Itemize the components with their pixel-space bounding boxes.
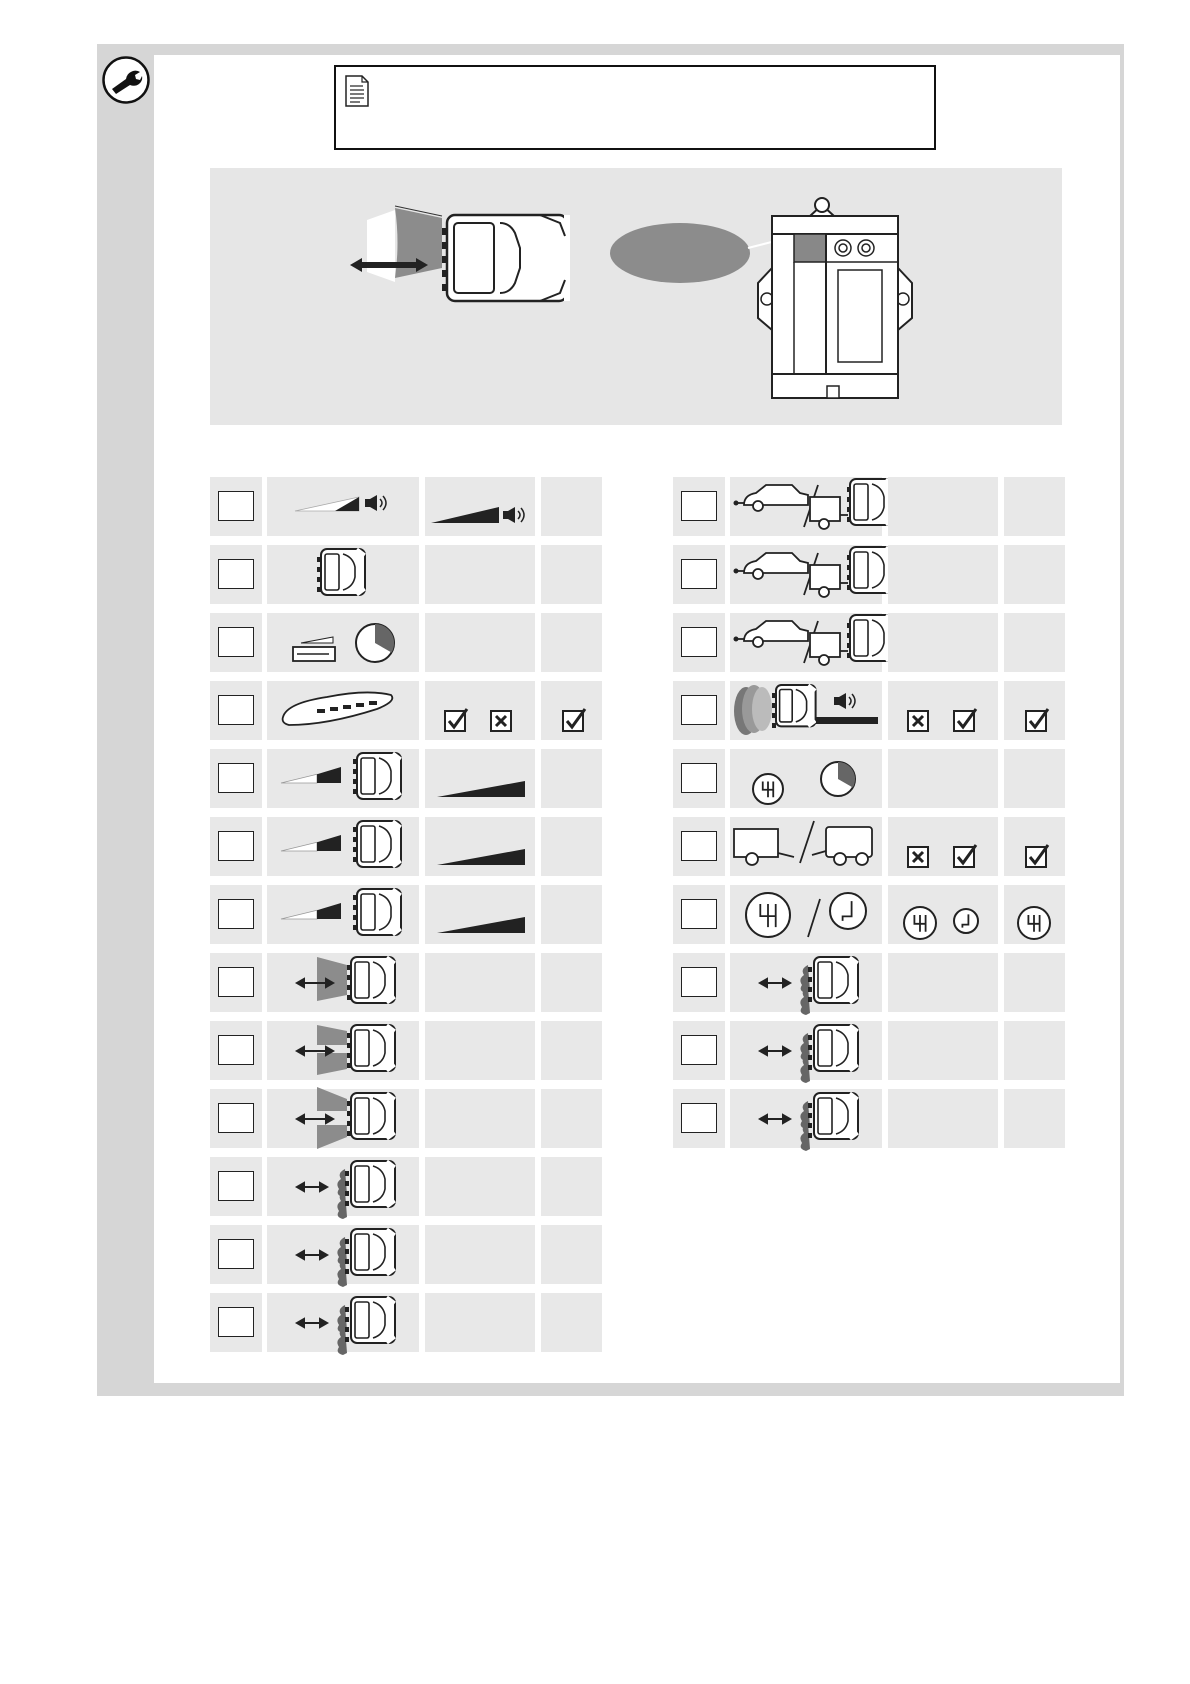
row-number-cell xyxy=(210,1021,262,1080)
gear-reverse-icon xyxy=(730,885,882,944)
bumper-sensors-icon xyxy=(267,681,419,740)
row-number-cell xyxy=(210,1157,262,1216)
sensor-distance-icon xyxy=(730,953,882,1012)
default-value-cell xyxy=(541,1157,602,1216)
note-box xyxy=(334,65,936,150)
row-number-cell xyxy=(673,817,725,876)
document-icon xyxy=(344,75,370,107)
default-value-cell xyxy=(1004,1089,1065,1148)
trailer-detection-icon xyxy=(730,817,882,876)
default-value-cell xyxy=(541,613,602,672)
row-number-cell xyxy=(210,953,262,1012)
setting-number-box[interactable] xyxy=(218,627,254,657)
setting-values-cell xyxy=(888,613,998,672)
rear-detection-zone-illustration xyxy=(350,206,567,301)
setting-values-cell xyxy=(425,681,535,740)
setting-number-box[interactable] xyxy=(218,831,254,861)
tow-bar-car-trailer-icon xyxy=(730,545,882,604)
row-number-cell xyxy=(673,545,725,604)
setting-number-box[interactable] xyxy=(218,695,254,725)
setting-number-box[interactable] xyxy=(218,1035,254,1065)
setting-number-box[interactable] xyxy=(681,967,717,997)
setting-values-cell xyxy=(888,477,998,536)
row-number-cell xyxy=(210,1293,262,1352)
setting-number-box[interactable] xyxy=(681,695,717,725)
row-number-cell xyxy=(210,681,262,740)
row-number-cell xyxy=(673,749,725,808)
setting-values-cell xyxy=(888,1021,998,1080)
row-number-cell xyxy=(673,1021,725,1080)
default-value-cell xyxy=(1004,953,1065,1012)
setting-values-cell xyxy=(425,1089,535,1148)
default-value-cell xyxy=(541,885,602,944)
setting-values-cell xyxy=(425,953,535,1012)
setting-values-cell xyxy=(425,885,535,944)
setting-number-box[interactable] xyxy=(218,1239,254,1269)
setting-number-box[interactable] xyxy=(681,559,717,589)
setting-values-cell xyxy=(888,817,998,876)
default-value-cell xyxy=(1004,545,1065,604)
default-value-cell xyxy=(1004,885,1065,944)
setting-number-box[interactable] xyxy=(681,1103,717,1133)
sensitivity-ramp-car-icon xyxy=(267,885,419,944)
tow-bar-car-trailer-icon xyxy=(730,613,882,672)
volume-ramp-speaker-icon xyxy=(267,477,419,536)
setting-values-cell xyxy=(425,477,535,536)
setting-values-cell xyxy=(888,885,998,944)
row-number-cell xyxy=(210,1089,262,1148)
setting-values-cell xyxy=(425,1157,535,1216)
default-value-cell xyxy=(541,1225,602,1284)
sensor-distance-icon xyxy=(267,1157,419,1216)
setting-number-box[interactable] xyxy=(681,831,717,861)
default-value-cell xyxy=(1004,681,1065,740)
setting-number-box[interactable] xyxy=(218,559,254,589)
tow-bar-car-trailer-icon xyxy=(730,477,882,536)
row-number-cell xyxy=(210,1225,262,1284)
setting-values-cell xyxy=(888,953,998,1012)
sensor-distance-icon xyxy=(730,1089,882,1148)
sensitivity-ramp-car-icon xyxy=(267,749,419,808)
setting-number-box[interactable] xyxy=(218,763,254,793)
setting-number-box[interactable] xyxy=(218,491,254,521)
car-rear-sensors-icon xyxy=(267,545,419,604)
setting-values-cell xyxy=(888,545,998,604)
row-number-cell xyxy=(210,545,262,604)
setting-number-box[interactable] xyxy=(218,1103,254,1133)
setting-values-cell xyxy=(425,1225,535,1284)
row-number-cell xyxy=(673,477,725,536)
sensitivity-ramp-car-icon xyxy=(267,817,419,876)
obstacle-mute-speaker-icon xyxy=(730,681,882,740)
setting-number-box[interactable] xyxy=(218,899,254,929)
detection-zone-side-icon xyxy=(267,1021,419,1080)
default-value-cell xyxy=(1004,613,1065,672)
default-value-cell xyxy=(1004,749,1065,808)
setting-number-box[interactable] xyxy=(218,1307,254,1337)
default-value-cell xyxy=(541,1293,602,1352)
setting-number-box[interactable] xyxy=(681,627,717,657)
gear-timer-icon xyxy=(730,749,882,808)
default-value-cell xyxy=(541,545,602,604)
row-number-cell xyxy=(210,749,262,808)
sensor-distance-icon xyxy=(730,1021,882,1080)
setting-values-cell xyxy=(425,1021,535,1080)
default-value-cell xyxy=(1004,477,1065,536)
radio-timer-icon xyxy=(267,613,419,672)
row-number-cell xyxy=(210,613,262,672)
setting-number-box[interactable] xyxy=(681,899,717,929)
setting-values-cell xyxy=(425,613,535,672)
control-unit-illustration xyxy=(610,198,912,398)
setting-values-cell xyxy=(888,749,998,808)
wrench-icon xyxy=(102,56,150,104)
default-value-cell xyxy=(541,953,602,1012)
setting-number-box[interactable] xyxy=(681,1035,717,1065)
default-value-cell xyxy=(1004,1021,1065,1080)
sensor-distance-icon xyxy=(267,1293,419,1352)
setting-values-cell xyxy=(888,1089,998,1148)
row-number-cell xyxy=(673,1089,725,1148)
default-value-cell xyxy=(541,749,602,808)
default-value-cell xyxy=(541,817,602,876)
overview-panel xyxy=(210,168,1062,425)
setting-number-box[interactable] xyxy=(681,763,717,793)
setting-number-box[interactable] xyxy=(218,967,254,997)
sensor-distance-icon xyxy=(267,1225,419,1284)
default-value-cell xyxy=(541,681,602,740)
default-value-cell xyxy=(541,477,602,536)
setting-number-box[interactable] xyxy=(218,1171,254,1201)
setting-values-cell xyxy=(425,1293,535,1352)
row-number-cell xyxy=(673,953,725,1012)
row-number-cell xyxy=(673,613,725,672)
detection-zone-center-icon xyxy=(267,953,419,1012)
setting-number-box[interactable] xyxy=(681,491,717,521)
row-number-cell xyxy=(210,817,262,876)
setting-values-cell xyxy=(888,681,998,740)
detection-zone-corner-icon xyxy=(267,1089,419,1148)
default-value-cell xyxy=(1004,817,1065,876)
default-value-cell xyxy=(541,1021,602,1080)
row-number-cell xyxy=(673,885,725,944)
setting-values-cell xyxy=(425,817,535,876)
row-number-cell xyxy=(210,477,262,536)
setting-values-cell xyxy=(425,545,535,604)
setting-values-cell xyxy=(425,749,535,808)
default-value-cell xyxy=(541,1089,602,1148)
row-number-cell xyxy=(673,681,725,740)
row-number-cell xyxy=(210,885,262,944)
